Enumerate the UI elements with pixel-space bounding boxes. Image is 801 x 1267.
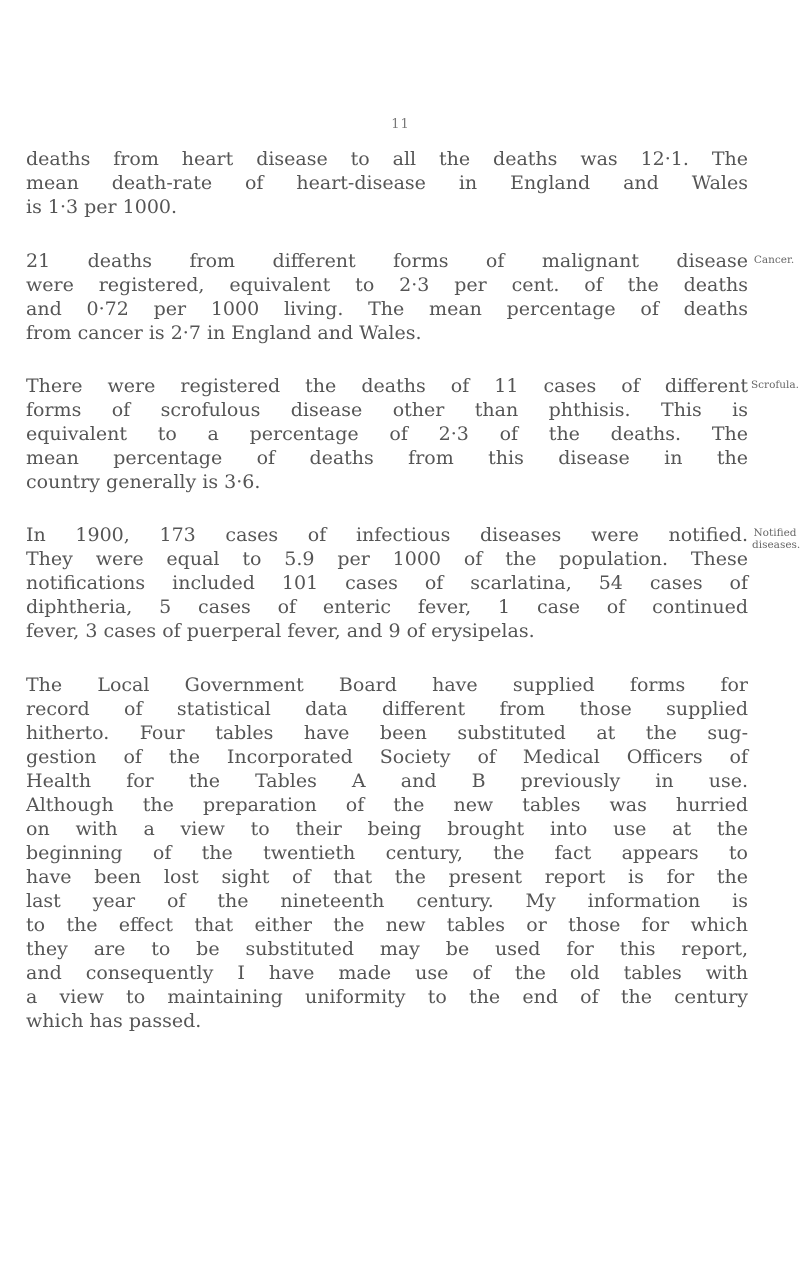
text-line: they are to be substituted may be used for this report, xyxy=(26,938,748,960)
paragraph-heart-disease xyxy=(26,147,748,219)
page-number: 11 xyxy=(391,117,410,132)
text-line: and 0·72 per 1000 living. The mean percentage of deaths xyxy=(26,298,748,320)
text-line: is 1·3 per 1000. xyxy=(26,196,178,218)
text-line: equivalent to a percentage of 2·3 of the deaths. The xyxy=(26,423,748,445)
text-line: from cancer is 2·7 in England and Wales. xyxy=(26,322,422,344)
paragraph-local-government-board xyxy=(26,673,748,1033)
text-line: record of statistical data different from those supplied xyxy=(26,698,748,720)
text-line: and consequently I have made use of the old tables with xyxy=(26,962,748,984)
paragraph-cancer xyxy=(26,249,748,345)
text-line: on with a view to their being brought into use at the xyxy=(26,818,748,840)
paragraph-scrofula xyxy=(26,374,748,494)
text-line: fever, 3 cases of puerperal fever, and 9 of erysipelas. xyxy=(26,620,535,642)
text-line: In 1900, 173 cases of infectious diseases were notified. xyxy=(26,524,748,546)
text-line: forms of scrofulous disease other than phthisis. This is xyxy=(26,399,748,421)
margin-note-diseases: diseases. xyxy=(752,539,801,551)
text-line: Health for the Tables A and B previously in use. xyxy=(26,770,748,792)
text-line: which has passed. xyxy=(26,1010,202,1032)
paragraph-notified-diseases xyxy=(26,523,748,643)
text-line: to the effect that either the new tables or those for which xyxy=(26,914,748,936)
text-line: deaths from heart disease to all the deaths was 12·1. The xyxy=(26,148,748,170)
text-line: Although the preparation of the new tables was hurried xyxy=(26,794,748,816)
text-line: The Local Government Board have supplied forms for xyxy=(26,674,748,696)
text-line: last year of the nineteenth century. My information is xyxy=(26,890,748,912)
text-line: beginning of the twentieth century, the fact appears to xyxy=(26,842,748,864)
text-line: diphtheria, 5 cases of enteric fever, 1 case of continued xyxy=(26,596,748,618)
text-line: were registered, equivalent to 2·3 per cent. of the deaths xyxy=(26,274,748,296)
text-line: gestion of the Incorporated Society of Medical Officers of xyxy=(26,746,748,768)
text-line: 21 deaths from different forms of malignant disease xyxy=(26,250,748,272)
margin-note-notified: Notified xyxy=(753,527,797,539)
text-line: hitherto. Four tables have been substituted at the sug- xyxy=(26,722,748,744)
text-line: There were registered the deaths of 11 cases of different xyxy=(26,375,748,397)
text-line: mean death-rate of heart-disease in England and Wales xyxy=(26,172,748,194)
margin-note-cancer: Cancer. xyxy=(753,254,795,266)
text-line: have been lost sight of that the present report is for the xyxy=(26,866,748,888)
text-line: a view to maintaining uniformity to the end of the century xyxy=(26,986,748,1008)
text-line: They were equal to 5.9 per 1000 of the population. These xyxy=(26,548,748,570)
margin-note-scrofula: Scrofula. xyxy=(750,379,800,391)
text-line: country generally is 3·6. xyxy=(26,471,261,493)
text-line: notifications included 101 cases of scarlatina, 54 cases of xyxy=(26,572,748,594)
text-line: mean percentage of deaths from this disease in the xyxy=(26,447,748,469)
